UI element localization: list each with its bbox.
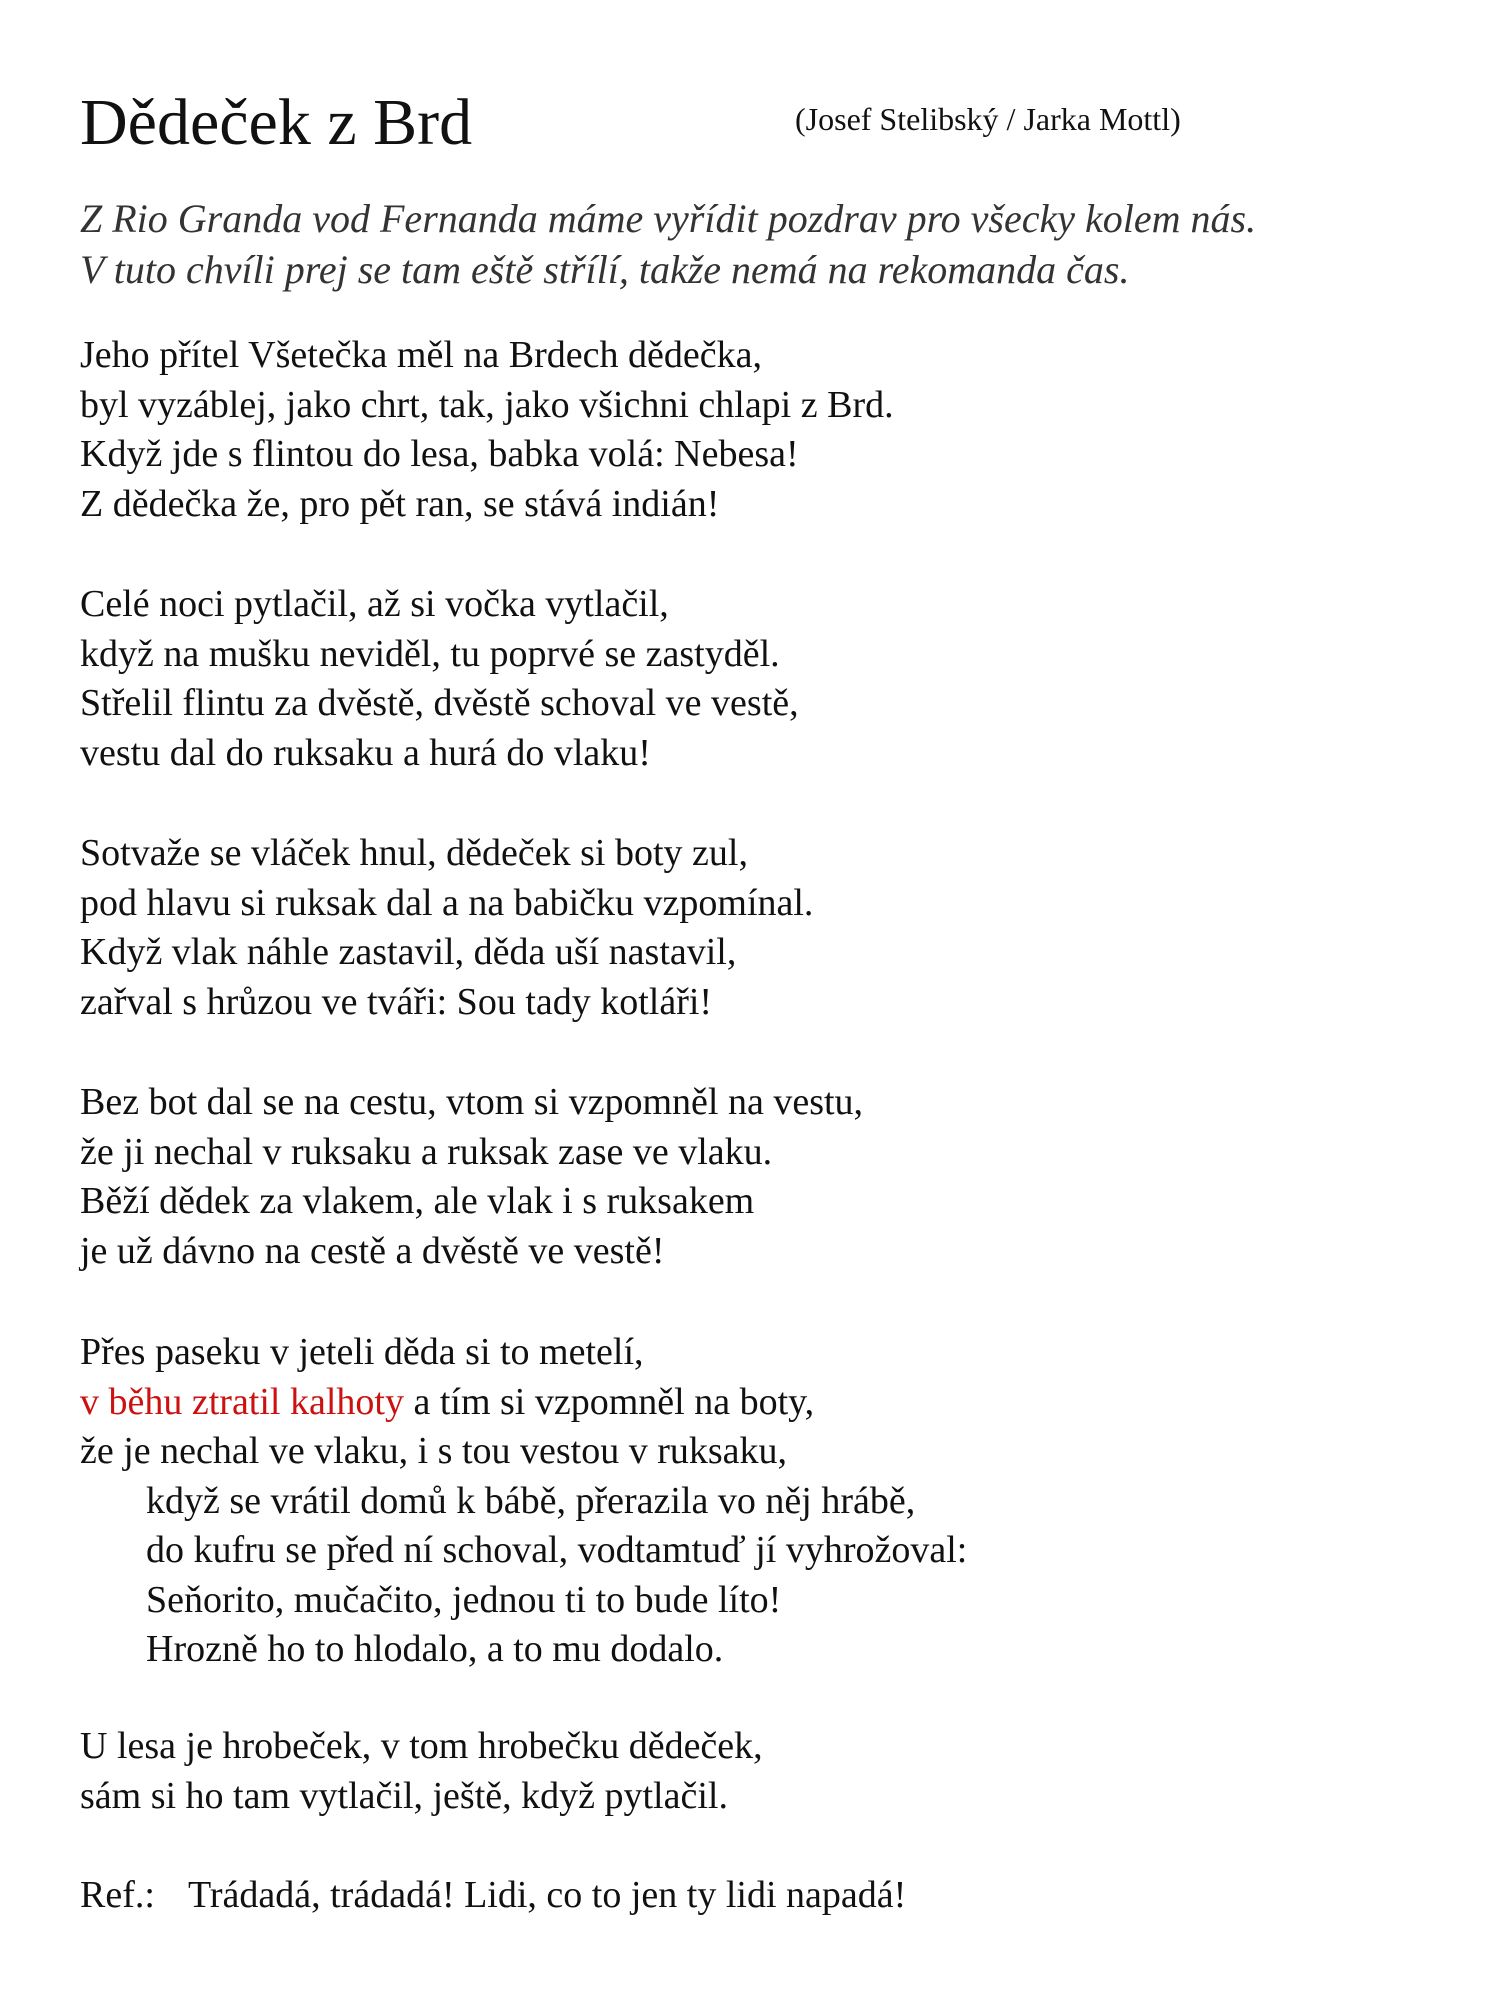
stanza-4	[80, 1078, 863, 1276]
lyric-line-indented: Hrozně ho to hlodalo, a to mu dodalo.	[146, 1628, 724, 1670]
refrain-text: Trádadá, trádadá! Lidi, co to jen ty lidi napadá!	[188, 1874, 907, 1916]
refrain-label: Ref.:	[80, 1874, 155, 1916]
lyric-line: Když jde s flintou do lesa, babka volá: Nebesa!	[80, 433, 799, 475]
stanza-6	[80, 1722, 763, 1821]
lyric-line: Celé noci pytlačil, až si vočka vytlačil,	[80, 583, 669, 625]
intro-text	[80, 193, 1256, 295]
lyric-line: Z dědečka že, pro pět ran, se stává indián!	[80, 482, 720, 525]
lyric-line: že je nechal ve vlaku, i s tou vestou v ruksaku,	[80, 1430, 788, 1472]
song-title: Dědeček z Brd	[80, 86, 473, 159]
lyric-line-highlighted	[80, 1378, 967, 1428]
refrain-line	[80, 1871, 906, 1921]
lyric-line: Běží dědek za vlakem, ale vlak i s ruksakem	[80, 1180, 755, 1222]
lyric-line-rest: a tím si vzpomněl na boty,	[403, 1380, 815, 1423]
stanza-3	[80, 829, 813, 1027]
lyric-line: U lesa je hrobeček, v tom hrobečku dědeček,	[80, 1725, 763, 1767]
lyric-line: Bez bot dal se na cestu, vtom si vzpomněl na vestu,	[80, 1081, 864, 1123]
intro-line: V tuto chvíli prej se tam eště střílí, takže nemá na rekomanda čas.	[80, 247, 1130, 292]
song-authors: (Josef Stelibský / Jarka Mottl)	[795, 101, 1181, 137]
lyric-line-indented: Seňorito, mučačito, jednou ti to bude líto!	[146, 1578, 782, 1621]
lyric-line: když na mušku neviděl, tu poprvé se zastyděl.	[80, 632, 780, 675]
stanza-2	[80, 580, 799, 778]
lyric-line: Když vlak náhle zastavil, děda uší nastavil,	[80, 931, 737, 973]
lyric-line: byl vyzáblej, jako chrt, tak, jako všichni chlapi z Brd.	[80, 383, 894, 426]
lyric-line-indented: když se vrátil domů k bábě, přerazila vo něj hrábě,	[146, 1479, 916, 1522]
refrain	[80, 1871, 906, 1921]
highlighted-phrase: v běhu ztratil kalhoty	[80, 1380, 404, 1423]
lyric-line: pod hlavu si ruksak dal a na babičku vzpomínal.	[80, 881, 814, 924]
lyric-line: že ji nechal v ruksaku a ruksak zase ve vlaku.	[80, 1130, 773, 1173]
lyric-line: Jeho přítel Všetečka měl na Brdech dědečka,	[80, 334, 762, 376]
lyric-line: vestu dal do ruksaku a hurá do vlaku!	[80, 731, 651, 774]
stanza-5	[80, 1328, 967, 1675]
lyric-line: sám si ho tam vytlačil, ještě, když pytlačil.	[80, 1774, 728, 1817]
lyric-line-indented: do kufru se před ní schoval, vodtamtuď jí vyhrožoval:	[146, 1529, 968, 1571]
intro-line: Z Rio Granda vod Fernanda máme vyřídit pozdrav pro všecky kolem nás.	[80, 196, 1257, 241]
lyric-line: Sotvaže se vláček hnul, dědeček si boty zul,	[80, 832, 748, 874]
stanza-1	[80, 331, 894, 529]
lyric-line: zařval s hrůzou ve tváři: Sou tady kotláři!	[80, 980, 713, 1023]
lyric-line: Střelil flintu za dvěstě, dvěstě schoval ve vestě,	[80, 682, 799, 724]
lyric-line: je už dávno na cestě a dvěstě ve vestě!	[80, 1229, 665, 1272]
lyric-line: Přes paseku v jeteli děda si to metelí,	[80, 1331, 644, 1373]
